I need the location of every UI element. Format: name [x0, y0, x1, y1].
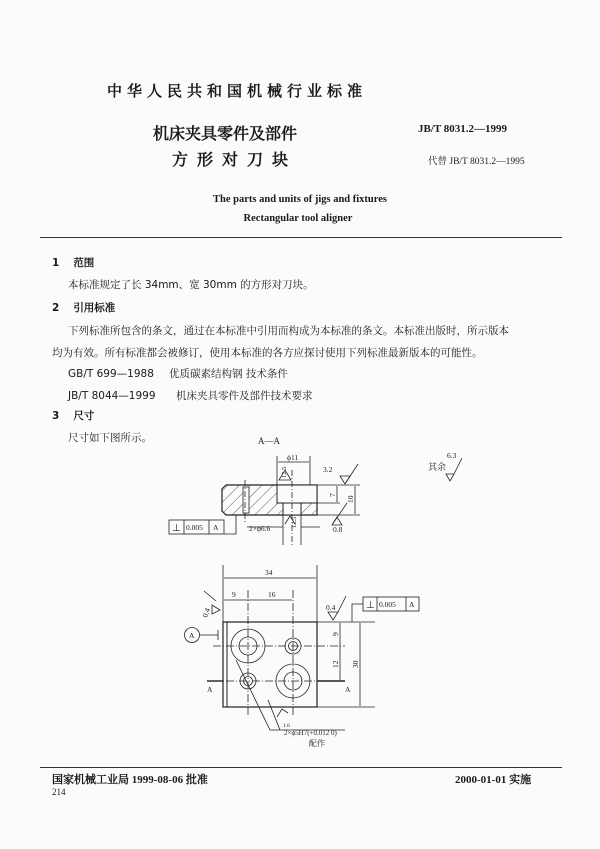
approval-info: 国家机械工业局 1999-08-06 批准 — [52, 774, 208, 786]
title-cn-line1: 机床夹具零件及部件 — [153, 124, 298, 143]
section-3-text: 尺寸如下图所示。 — [68, 432, 152, 444]
section-title: 范围 — [73, 257, 95, 269]
dim-12: 12 — [331, 660, 340, 668]
datum-a-label: A — [189, 631, 195, 640]
title-cn-line2: 方形对刀块 — [172, 150, 298, 169]
section-number: 2 — [52, 302, 60, 314]
dim-10: 10 — [346, 495, 355, 503]
title-en-line2: Rectangular tool aligner — [243, 213, 353, 224]
footer-divider — [40, 767, 562, 768]
standard-code: JB/T 8031.2—1999 — [418, 123, 508, 135]
roughness-0-8: 0.8 — [333, 525, 343, 534]
cut-line-label-left: A — [207, 685, 213, 694]
page-number: 214 — [52, 787, 66, 797]
perpendicularity-symbol-plan: ⊥ — [366, 600, 375, 611]
dim-34: 34 — [265, 568, 273, 577]
reference-code: GB/T 699—1988 — [68, 368, 154, 380]
reference-name: 优质碳素结构钢 技术条件 — [169, 368, 288, 380]
section-number: 1 — [52, 257, 60, 269]
rest-roughness-value: 6.3 — [447, 451, 457, 460]
section-title: 引用标准 — [73, 302, 116, 314]
pin-hole-callout: 2×ϕ5H7(+0.012 0) — [284, 729, 337, 737]
pin-hole-note: 配作 — [309, 739, 325, 748]
effective-date: 2000-01-01 实施 — [455, 774, 532, 786]
section-1-text: 本标准规定了长 34mm、宽 30mm 的方形对刀块。 — [68, 279, 314, 291]
cut-line-label-right: A — [345, 685, 351, 694]
reference-code: JB/T 8044—1999 — [68, 390, 156, 402]
roughness-0-4-left: 0.4 — [200, 606, 213, 619]
section-2-para-line2: 均为有效。所有标准都会被修订，使用本标准的各方应探讨使用下列标准最新版本的可能性。 — [52, 347, 483, 359]
dim-9-horizontal: 9 — [232, 590, 236, 599]
roughness-12-5-bottom: 12.5 — [291, 516, 298, 528]
rest-roughness-label: 其余 — [428, 462, 447, 472]
hole-callout: 2×ϕ6.6 — [249, 524, 271, 533]
section-title: 尺寸 — [73, 410, 95, 422]
replaces-standard: 代替 JB/T 8031.2—1995 — [428, 157, 525, 167]
issuing-organization: 中华人民共和国机械行业标准 — [107, 82, 368, 100]
perpendicularity-value: 0.005 — [186, 523, 203, 532]
section-number: 3 — [52, 410, 60, 422]
dim-30: 30 — [351, 660, 360, 668]
datum-reference: A — [213, 523, 219, 532]
perpendicularity-symbol: ⊥ — [172, 523, 181, 534]
plan-view — [185, 565, 420, 730]
section-2-para-line1: 下列标准所包含的条文，通过在本标准中引用而构成为本标准的条文。本标准出版时，所示版本 — [68, 325, 509, 337]
dim-7: 7 — [328, 493, 337, 497]
title-en-line1: The parts and units of jigs and fixtures — [213, 194, 387, 205]
counterbore-diameter: ϕ11 — [287, 453, 299, 462]
roughness-0-4-right: 0.4 — [326, 603, 336, 612]
reference-name: 机床夹具零件及部件技术要求 — [176, 390, 313, 402]
dim-9-vertical: 9 — [331, 632, 340, 636]
roughness-pin: 1.6 — [283, 723, 290, 729]
perpendicularity-value-plan: 0.005 — [379, 600, 396, 609]
dim-16: 16 — [268, 590, 276, 599]
section-label: A—A — [258, 436, 280, 446]
roughness-3-2: 3.2 — [323, 465, 333, 474]
datum-reference-plan: A — [409, 600, 415, 609]
roughness-12-5-top: 12.5 — [281, 466, 288, 478]
